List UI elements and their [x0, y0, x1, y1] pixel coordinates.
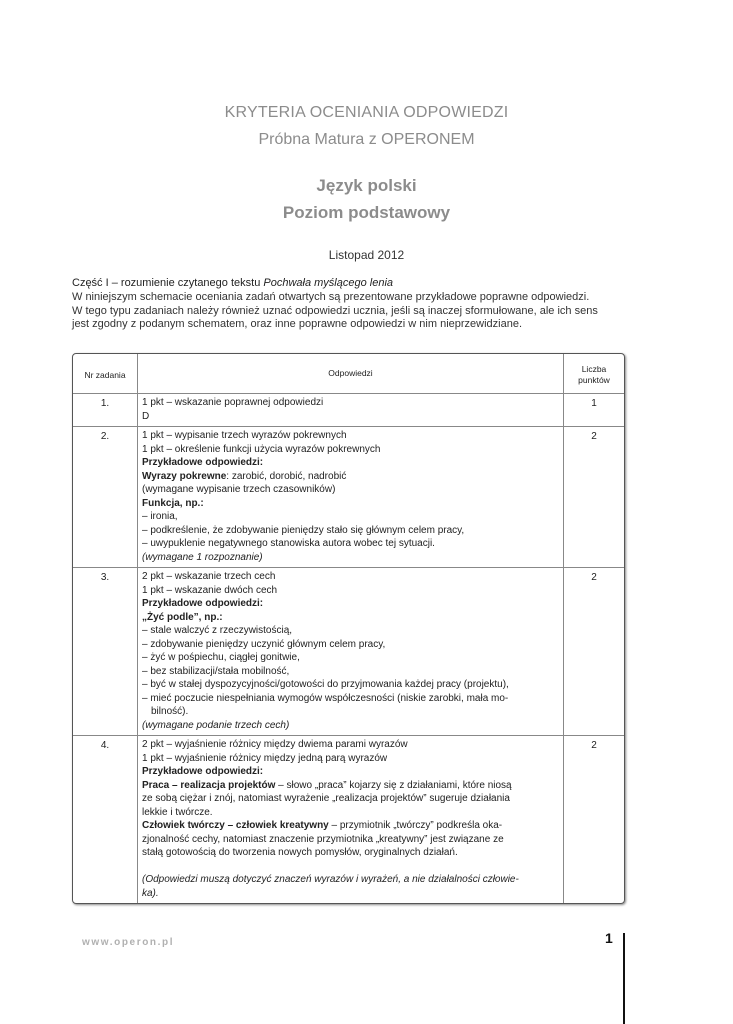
answer-term: Wyrazy pokrewne: [142, 470, 227, 482]
answer-cell: [138, 736, 564, 903]
answer-line: 1 pkt – wyjaśnienie różnicy między jedną parą wyrazów: [142, 752, 388, 764]
answer-cell: [138, 568, 564, 736]
task-number: 1.: [73, 394, 138, 427]
answer-line: [142, 470, 559, 484]
answer-note: (wymagane 1 rozpoznanie): [142, 551, 263, 563]
answer-line: – być w stałej dyspozycyjności/gotowości do przyjmowania każdej pracy (projektu),: [142, 679, 509, 690]
footer-website: www.operon.pl: [82, 937, 175, 948]
answer-text: : zarobić, dorobić, nadrobić: [226, 470, 347, 482]
col-header-points-line1: Liczba: [581, 364, 607, 374]
table-row: [73, 736, 624, 903]
answer-line: 1 pkt – określenie funkcji użycia wyrazów pokrewnych: [142, 443, 381, 455]
answer-line: zjonalność cechy, natomiast znaczenie przymiotnika „kreatywny” jest związane ze: [142, 833, 504, 845]
answer-line: – żyć w pośpiechu, ciągłej gonitwie,: [142, 652, 300, 663]
answer-note: ka).: [142, 887, 159, 899]
intro-line: W niniejszym schemacie oceniania zadań otwartych są prezentowane przykładowe poprawne odpowiedzi.: [72, 290, 590, 303]
answer-line: [142, 779, 559, 793]
answer-text: – przymiotnik „twórczy” podkreśla oka-: [328, 820, 503, 831]
intro-line: W tego typu zadaniach należy również uznać odpowiedzi ucznia, jeśli są inaczej sformułowane, ale ich sens: [72, 304, 598, 317]
answer-line: ze sobą ciężar i znój, natomiast wyrażenie „realizacja projektów” sugeruje działania: [142, 793, 510, 804]
answer-line: 2 pkt – wskazanie trzech cech: [142, 571, 276, 582]
answer-line: [142, 819, 559, 833]
answer-subheading: Funkcja, np.:: [142, 497, 204, 509]
col-header-points-line2: punktów: [578, 375, 610, 385]
col-header-answers: Odpowiedzi: [138, 354, 564, 394]
part-title: Pochwała myślącego lenia: [263, 277, 394, 289]
answer-subheading: „Żyć podle”, np.:: [142, 611, 223, 623]
answer-line: – mieć poczucie niespełniania wymogów współczesności (niskie zarobki, mała mo-: [142, 692, 509, 704]
answer-line: 1 pkt – wskazanie dwóch cech: [142, 584, 278, 596]
answer-line: 1 pkt – wskazanie poprawnej odpowiedzi: [142, 397, 324, 408]
answer-line: bilność).: [151, 706, 189, 717]
answer-line: – ironia,: [142, 511, 178, 522]
document-title: KRYTERIA OCENIANIA ODPOWIEDZI: [224, 104, 509, 121]
part-prefix: Część I – rozumienie czytanego tekstu: [72, 277, 264, 289]
answer-line: – stale walczyć z rzeczywistością,: [142, 625, 293, 636]
exam-date: Listopad 2012: [328, 248, 405, 262]
answer-note: (Odpowiedzi muszą dotyczyć znaczeń wyrazów i wyrażeń, a nie działalności człowie-: [142, 874, 519, 885]
answer-line: lekkie i twórcze.: [142, 806, 213, 818]
answer-spacer: [142, 860, 559, 874]
table-row: [73, 568, 624, 736]
table-row: [73, 427, 624, 568]
page-number-rule: [623, 933, 625, 1024]
criteria-table: [72, 353, 625, 904]
answer-line: stałą gotowością do tworzenia nowych pomysłów, oryginalnych działań.: [142, 847, 458, 858]
answer-note: (wymagane podanie trzech cech): [142, 719, 290, 731]
task-number: 3.: [73, 568, 138, 736]
answer-line: 1 pkt – wypisanie trzech wyrazów pokrewnych: [142, 430, 347, 441]
table-row: [73, 394, 624, 427]
points-value: 2: [564, 568, 624, 736]
answer-line: 2 pkt – wyjaśnienie różnicy między dwiema parami wyrazów: [142, 739, 408, 750]
answer-cell: [138, 394, 564, 427]
example-answers-label: Przykładowe odpowiedzi:: [142, 457, 264, 468]
answer-cell: [138, 427, 564, 568]
answer-text: – słowo „praca” kojarzy się z działaniami, które niosą: [275, 779, 512, 791]
part-heading: [72, 277, 632, 291]
answer-term: Człowiek twórczy – człowiek kreatywny: [142, 820, 329, 831]
task-number: 2.: [73, 427, 138, 568]
answer-line: – zdobywanie pieniędzy uczynić głównym celem pracy,: [142, 638, 386, 650]
task-number: 4.: [73, 736, 138, 903]
col-header-task: Nr zadania: [73, 354, 138, 394]
intro-section: [72, 277, 632, 332]
points-value: 1: [564, 394, 624, 427]
page-number: 1: [605, 930, 613, 946]
answer-line: (wymagane wypisanie trzech czasowników): [142, 484, 336, 495]
example-answers-label: Przykładowe odpowiedzi:: [142, 598, 264, 609]
level-heading: Poziom podstawowy: [282, 203, 451, 222]
points-value: 2: [564, 427, 624, 568]
intro-line: jest zgodny z podanym schematem, oraz inne poprawne odpowiedzi w nim nieprzewidziane.: [72, 318, 523, 331]
answer-term: Praca – realizacja projektów: [142, 779, 276, 791]
example-answers-label: Przykładowe odpowiedzi:: [142, 766, 264, 777]
answer-line: – bez stabilizacji/stała mobilność,: [142, 665, 290, 677]
subject-heading: Język polski: [316, 176, 417, 195]
points-value: 2: [591, 740, 597, 751]
table-header-row: [73, 354, 624, 394]
document-subtitle: Próbna Matura z OPERONEM: [258, 131, 475, 148]
answer-line: D: [142, 410, 150, 422]
col-header-points: [564, 354, 624, 394]
answer-line: – podkreślenie, że zdobywanie pieniędzy stało się głównym celem pracy,: [142, 524, 465, 536]
answer-line: – uwypuklenie negatywnego stanowiska autora wobec tej sytuacji.: [142, 538, 435, 549]
